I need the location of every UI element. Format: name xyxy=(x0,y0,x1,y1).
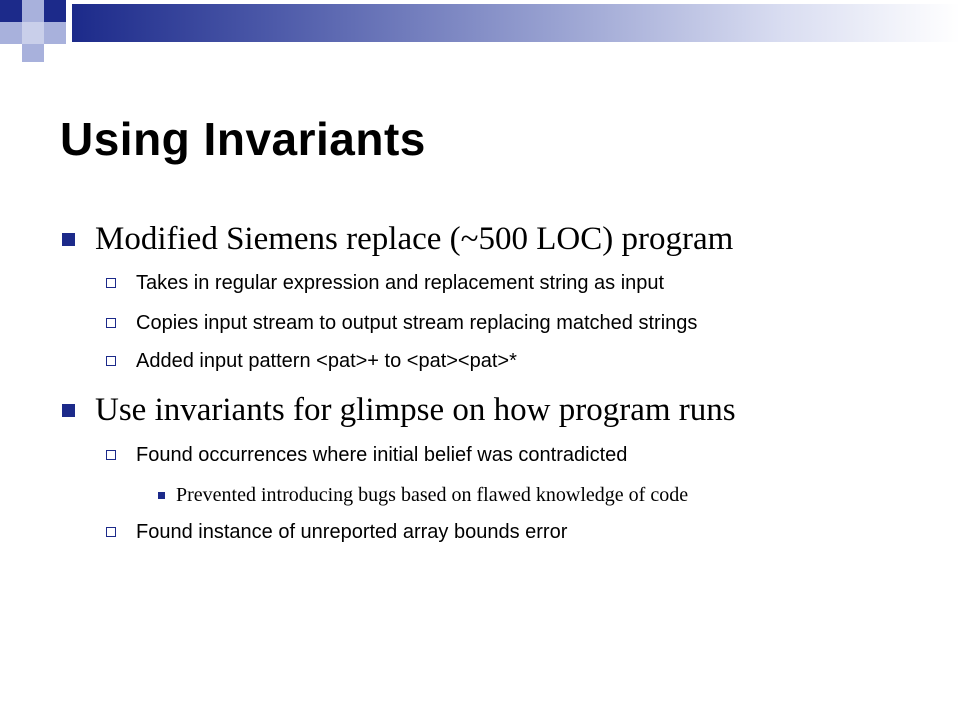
bullet-text: Use invariants for glimpse on how program runs xyxy=(95,392,736,428)
sub-bullet-text: Found occurrences where initial belief was contradicted xyxy=(136,444,628,466)
decor-square xyxy=(0,22,22,44)
decor-square xyxy=(22,44,44,62)
decor-square xyxy=(0,0,22,22)
hollow-square-bullet-icon xyxy=(106,527,116,537)
square-bullet-icon xyxy=(62,404,75,417)
decor-square xyxy=(44,22,66,44)
decor-square xyxy=(22,0,44,22)
slide-title: Using Invariants xyxy=(60,113,426,165)
sub-bullet-text: Copies input stream to output stream replacing matched strings xyxy=(136,312,698,334)
hollow-square-bullet-icon xyxy=(106,318,116,328)
sub-bullet-text: Added input pattern <pat>+ to <pat><pat>* xyxy=(136,350,517,372)
sub-bullet-text: Takes in regular expression and replacement string as input xyxy=(136,272,665,294)
hollow-square-bullet-icon xyxy=(106,450,116,460)
sub-sub-bullet-text: Prevented introducing bugs based on flawed knowledge of code xyxy=(176,484,689,506)
decor-square xyxy=(44,0,66,22)
square-bullet-icon xyxy=(62,233,75,246)
hollow-square-bullet-icon xyxy=(106,356,116,366)
bullet-text: Modified Siemens replace (~500 LOC) program xyxy=(95,221,734,257)
header-gradient-band xyxy=(72,4,960,42)
square-bullet-icon xyxy=(158,492,165,499)
decor-square xyxy=(22,22,44,44)
hollow-square-bullet-icon xyxy=(106,278,116,288)
sub-bullet-text: Found instance of unreported array bounds error xyxy=(136,521,568,543)
